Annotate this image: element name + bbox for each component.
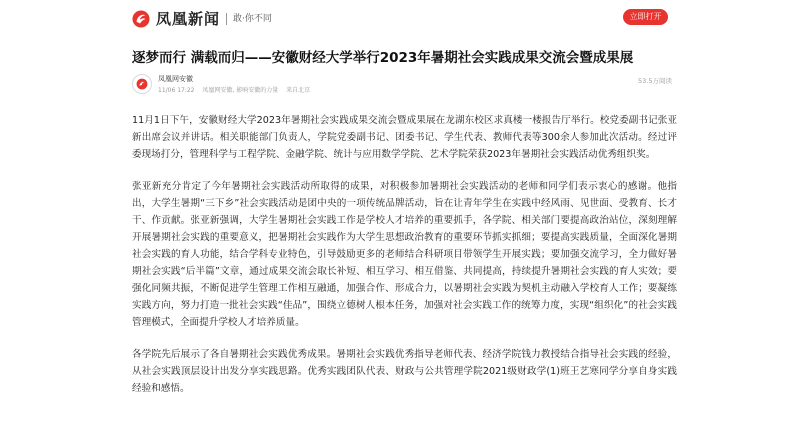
article-paragraph: 11月1日下午，安徽财经大学2023年暑期社会实践成果交流会暨成果展在龙湖东校区求真楼一楼报告厅举行。校党委副书记张亚新出席会议并讲话。相关职能部门负责人，学院党委副书记、团委书记、学生代表、教师代表等300余人参加此次活动。经过评委现场打分，管理科学与工程学院、金融学院、统计与应用数学学院、艺术学院荣获2023年暑期社会实践活动优秀组织奖。 — [132, 115, 677, 160]
site-logo[interactable] — [132, 8, 272, 29]
view-count: 53.5万阅读 — [638, 77, 672, 85]
article-paragraph: 各学院先后展示了各自暑期社会实践优秀成果。暑期社会实践优秀指导老师代表、经济学院钱力教授结合指导社会实践的经验，从社会实践顶层设计出发分享实践思路。优秀实践团队代表、财政与公共管理学院2021级财政学(1)班王艺寒同学分享自身实践经验和感悟。 — [132, 349, 677, 394]
open-app-button[interactable]: 立即打开 — [623, 9, 668, 25]
phoenix-logo-icon — [132, 10, 150, 28]
article-title: 逐梦而行 满载而归——安徽财经大学举行2023年暑期社会实践成果交流会暨成果展 — [132, 50, 634, 66]
top-bar — [0, 0, 800, 34]
article-body — [132, 112, 677, 412]
author-meta — [158, 86, 316, 95]
phoenix-avatar-icon — [133, 75, 151, 93]
brand-slogan: 敢·你不同 — [226, 13, 272, 25]
author-source: 凤凰网安徽, 影响安徽的力量 — [202, 87, 279, 94]
author-bar — [132, 74, 672, 96]
author-avatar[interactable] — [132, 74, 152, 94]
brand-name: 凤凰新闻 — [156, 10, 221, 28]
author-name[interactable]: 凤凰网安徽 — [158, 75, 193, 83]
article-paragraph: 张亚新充分肯定了今年暑期社会实践活动所取得的成果，对积极参加暑期社会实践活动的老师和同学们表示衷心的感谢。他指出，大学生暑期“三下乡”社会实践活动是团中央的一项传统品牌活动，旨在让青年学生在实践中经风雨、见世面、受教育、长才干、作贡献。张亚新强调，大学生暑期社会实践工作是学校人才培养的重要抓手，各学院、相关部门要提高政治站位，深刻理解开展暑期社会实践的重要意义，把暑期社会实践作为大学生思想政治教育的重要环节抓实抓细；要提高实践质量，全面深化暑期社会实践的育人功能，结合学科专业特色，引导鼓励更多的老师结合科研项目带领学生开展实践；要加强交流学习，全力做好暑期社会实践“后半篇”文章，通过成果交流会取长补短、相互学习、相互借鉴、共同提高，持续提升暑期社会实践的育人实效；要强化同频共振，不断促进学生管理工作相互融通，加强合作、形成合力，以暑期社会实践为契机主动融入学校育人工作；要凝练实践方向，努力打造一批社会实践“佳品”，围绕立德树人根本任务，加强对社会实践工作的统筹力度，实现“组织化”的社会实践管理模式，全面提升学校人才培养质量。 — [132, 181, 677, 328]
publish-location: 来自北京 — [286, 87, 311, 94]
publish-date: 11/06 17:22 — [158, 87, 195, 94]
